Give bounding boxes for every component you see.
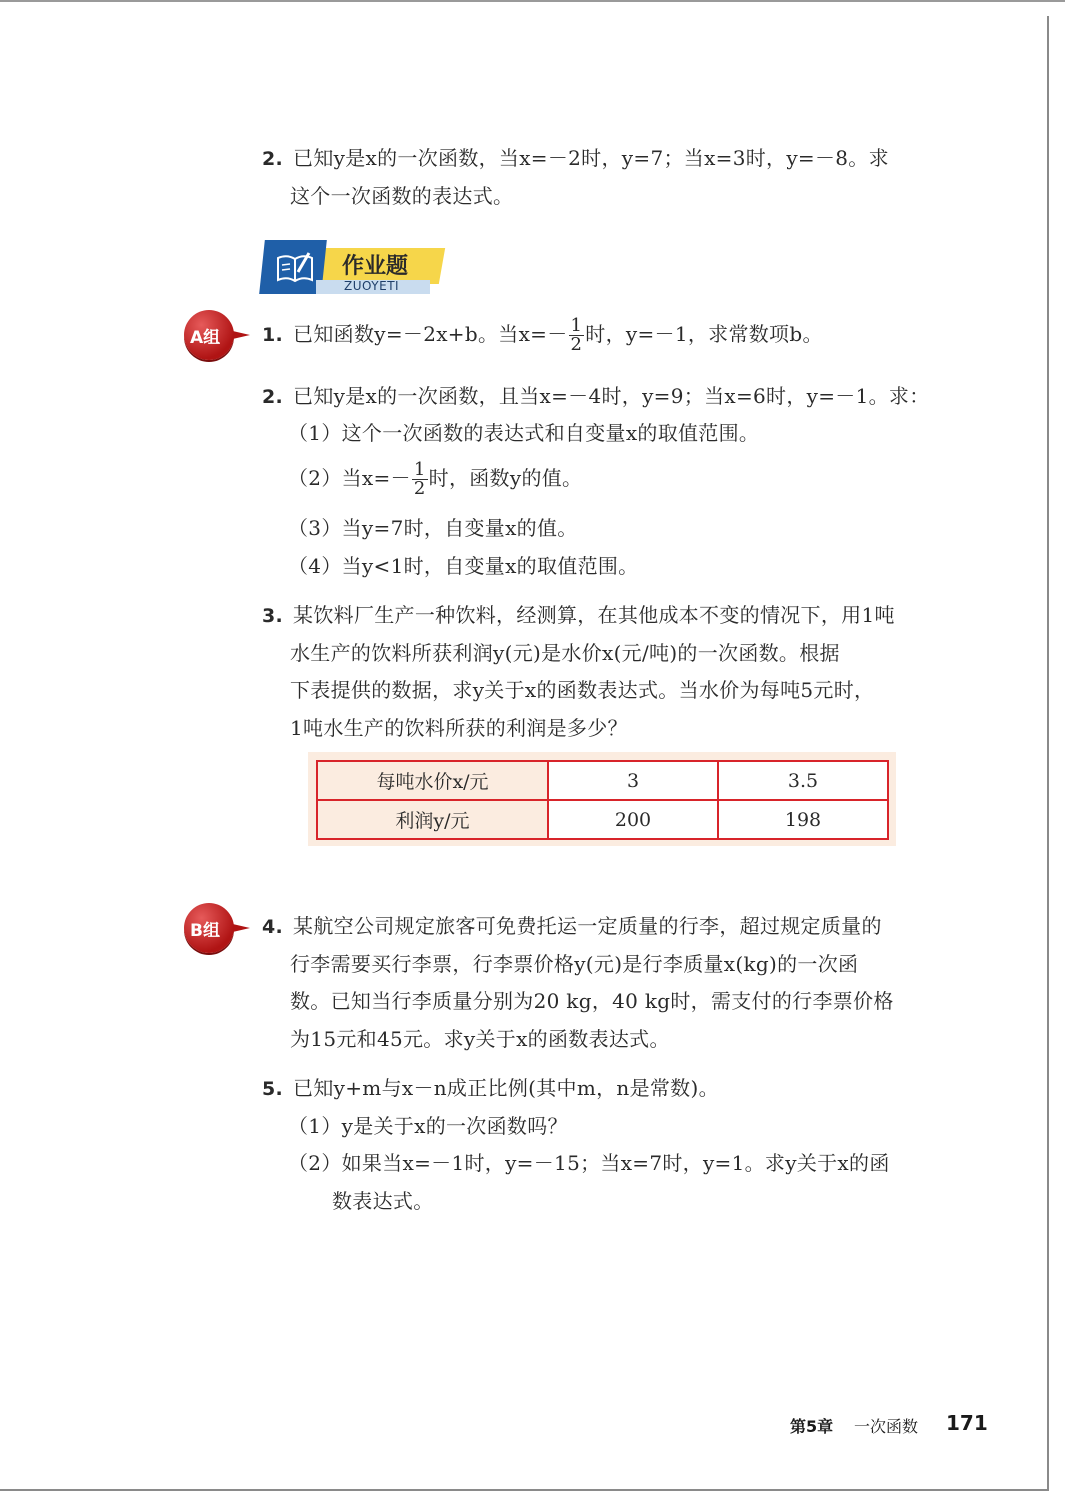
question-a2-part4: （4）当y<1时，自变量x的取值范围。 (288, 554, 639, 578)
question-number: 1. (262, 324, 284, 346)
question-a2-part2 (288, 458, 582, 498)
question-b5-part1: （1）y是关于x的一次函数吗？ (288, 1114, 568, 1138)
question-b5-part2: （2）如果当x=－1时，y=－15；当x=7时，y=1。求y关于x的函 (288, 1151, 890, 1175)
table-cell: 3 (548, 761, 718, 800)
question-b4-line3: 数。已知当行李质量分别为20 kg，40 kg时，需支付的行李票价格 (290, 989, 894, 1013)
question-a1 (262, 314, 823, 355)
question-text-after: 时，函数y的值。 (428, 466, 583, 490)
data-table-container (308, 752, 896, 846)
table-row-header: 利润y/元 (317, 800, 548, 839)
question-text-before: （2）当x=－ (288, 466, 411, 490)
question-b5-part2-cont: 数表达式。 (332, 1189, 434, 1213)
group-b-badge (184, 903, 262, 957)
question-text-after: 时，y=－1，求常数项b。 (585, 322, 823, 346)
badge-label: A组 (190, 328, 221, 348)
page-number: 171 (946, 1411, 988, 1435)
question-a2-part3: （3）当y=7时，自变量x的值。 (288, 516, 578, 540)
question-text-before: 已知函数y=－2x+b。当x=－ (293, 322, 568, 346)
table-cell: 200 (548, 800, 718, 839)
open-book-pencil-icon (275, 250, 315, 284)
page-frame-bottom (0, 1489, 1049, 1491)
question-b5-line1 (262, 1074, 719, 1103)
fraction-numerator: 1 (570, 315, 583, 336)
homework-title: 作业题 (342, 254, 409, 279)
table-row-header: 每吨水价x/元 (317, 761, 548, 800)
question-text: 已知y是x的一次函数，当x=－2时，y=7；当x=3时，y=－8。求 (293, 146, 889, 170)
question-2-prev-line1 (262, 144, 889, 173)
question-b4-line1 (262, 912, 882, 941)
fraction (569, 317, 585, 354)
footer-chapter (790, 1414, 833, 1437)
fraction (412, 461, 428, 498)
page-frame-top (0, 0, 1065, 2)
question-number: 2. (262, 148, 284, 170)
fraction-numerator: 1 (413, 459, 426, 480)
question-a3-line1 (262, 601, 895, 630)
question-number: 3. (262, 605, 284, 627)
question-text: 某饮料厂生产一种饮料，经测算，在其他成本不变的情况下，用1吨 (293, 603, 895, 627)
question-a2-line1 (262, 382, 930, 411)
question-a3-line4: 1吨水生产的饮料所获的利润是多少？ (290, 716, 628, 740)
question-a3-line2: 水生产的饮料所获利润y(元)是水价x(元/吨)的一次函数。根据 (290, 641, 840, 665)
question-a3-line3: 下表提供的数据，求y关于x的函数表达式。当水价为每吨5元时， (290, 678, 875, 702)
question-number: 2. (262, 386, 284, 408)
question-number: 4. (262, 916, 284, 938)
question-b4-line2: 行李需要买行李票，行李票价格y(元)是行李质量x(kg)的一次函 (290, 952, 859, 976)
fraction-denominator: 2 (570, 334, 583, 355)
fraction-denominator: 2 (413, 478, 426, 499)
table-cell: 3.5 (718, 761, 888, 800)
badge-label: B组 (190, 921, 220, 941)
group-a-badge (184, 310, 262, 364)
question-2-prev-line2: 这个一次函数的表达式。 (290, 184, 514, 208)
question-text: 某航空公司规定旅客可免费托运一定质量的行李，超过规定质量的 (293, 914, 882, 938)
table-row (317, 761, 888, 800)
table-cell: 198 (718, 800, 888, 839)
question-a2-part1: （1）这个一次函数的表达式和自变量x的取值范围。 (288, 421, 760, 445)
page-frame-right (1047, 16, 1049, 1490)
question-number: 5. (262, 1078, 284, 1100)
homework-subtitle: ZUOYETI (344, 279, 400, 293)
homework-banner (262, 240, 447, 296)
question-b4-line4: 为15元和45元。求y关于x的函数表达式。 (290, 1027, 670, 1051)
chapter-number: 第5章 (790, 1417, 834, 1436)
footer-chapter-title: 一次函数 (854, 1417, 919, 1436)
question-text: 已知y是x的一次函数，且当x=－4时，y=9；当x=6时，y=－1。求： (293, 384, 930, 408)
table-row (317, 800, 888, 839)
question-text: 已知y+m与x－n成正比例(其中m，n是常数)。 (293, 1076, 719, 1100)
data-table (316, 760, 889, 840)
